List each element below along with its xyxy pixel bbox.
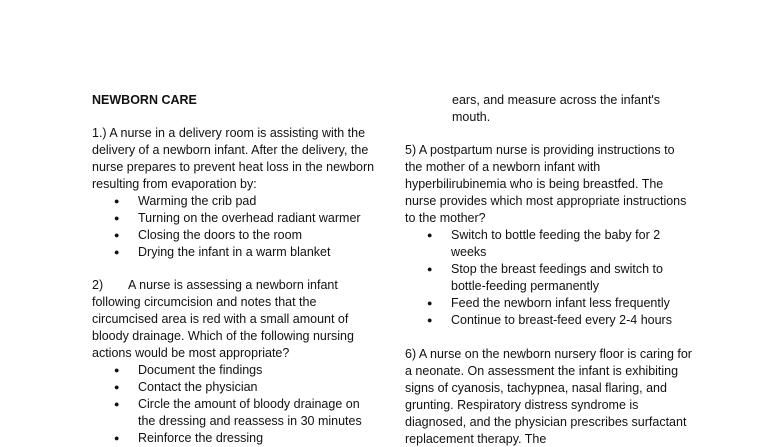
option-item: ● Drying the infant in a warm blanket [114,244,384,261]
question-2-stem [92,277,380,362]
option-item: ● Circle the amount of bloody drainage on the dressing and reassess in 30 minutes [114,396,380,430]
option-item: ● Warming the crib pad [114,193,384,210]
option-item: ● Turning on the overhead radiant warmer [114,210,384,227]
option-item: ● Closing the doors to the room [114,227,384,244]
option-item: ● Contact the physician [114,379,380,396]
option-item: ● Continue to breast-feed every 2-4 hours [427,312,695,329]
option-item: ● Feed the newborn infant less frequently [427,295,695,312]
question-5-stem: 5) A postpartum nurse is providing instructions to the mother of a newborn infant with hyperbilirubinemia who is being breastfed. The nurse provides which most appropriate instructions to the mother? [405,143,687,225]
question-2-options [114,362,380,447]
option-item: ● Switch to bottle feeding the baby for 2 weeks [427,227,695,261]
option-item: ● Stop the breast feedings and switch to bottle-feeding permanently [427,261,695,295]
question-6-stem: 6) A nurse on the newborn nursery floor is caring for a neonate. On assessment the infant is exhibiting signs of cyanosis, tachypnea, nasal flaring, and grunting. Respiratory distress syndrome is diagnosed, and the physician prescribes surfactant replacement therapy. The [405,347,692,446]
question-4-continuation: ears, and measure across the infant's mouth. [452,93,661,124]
section-heading: NEWBORN CARE [92,93,197,107]
question-2-text: A nurse is assessing a newborn infant following circumcision and notes that the circumcised area is red with a small amount of bloody drainage. Which of the following nursing actions would be most appropriate? [92,278,354,360]
question-5-options [427,227,695,328]
option-item: ● Document the findings [114,362,380,379]
question-2-number: 2) [92,278,104,292]
option-item: ● Reinforce the dressing [114,430,380,447]
question-1-options [114,193,384,261]
question-1-stem: 1.) A nurse in a delivery room is assisting with the delivery of a newborn infant. After the delivery, the nurse prepares to prevent heat loss in the newborn resulting from evaporation by: [92,126,375,191]
